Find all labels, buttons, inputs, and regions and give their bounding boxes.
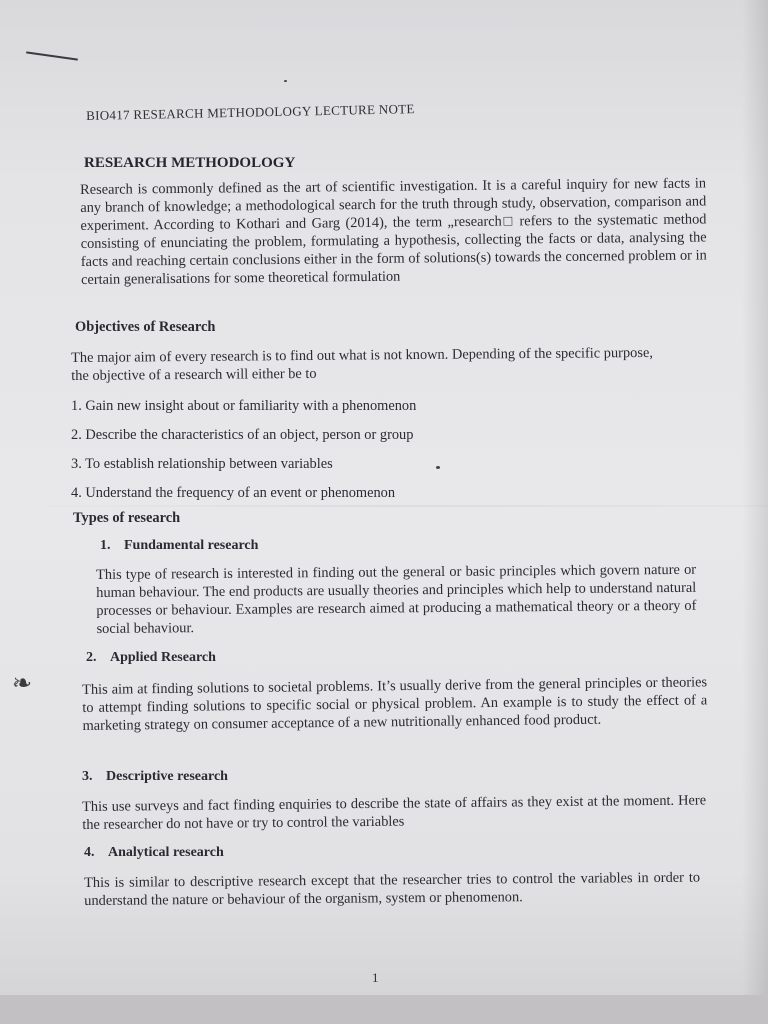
margin-scribble-icon: ❧ <box>12 671 33 697</box>
page-title: RESEARCH METHODOLOGY <box>84 155 296 171</box>
section-title: Descriptive research <box>106 769 228 784</box>
section-number: 4. <box>84 845 95 860</box>
objectives-paragraph: The major aim of every research is to find out what is not known. Depending of the specific purpose, the objective of a research will either be to <box>71 344 653 384</box>
ink-speck <box>436 466 440 469</box>
section-number: 1. <box>100 538 111 553</box>
section-title: Applied Research <box>110 650 216 665</box>
section-heading-analytical <box>84 845 224 861</box>
table-surface <box>0 995 768 1024</box>
objective-item: 4. Understand the frequency of an event or phenomenon <box>71 485 396 501</box>
objective-item: 3. To establish relationship between variables <box>71 456 333 472</box>
section-number: 3. <box>82 769 93 784</box>
section-title: Analytical research <box>108 845 224 860</box>
section-title: Fundamental research <box>124 538 259 553</box>
objective-item: 2. Describe the characteristics of an object, person or group <box>71 427 414 443</box>
descriptive-paragraph: This use surveys and fact finding enquiries to describe the state of affairs as they exist at the moment. Here the researcher do not have or try to control the variables <box>82 792 707 833</box>
pen-mark <box>26 51 78 60</box>
section-heading-descriptive <box>82 769 228 785</box>
objectives-heading: Objectives of Research <box>75 319 216 335</box>
analytical-paragraph: This is similar to descriptive research except that the researcher tries to control the variables in order to understand the nature or behaviour of the organism, system or phenomenon. <box>84 869 701 909</box>
course-title: BIO417 RESEARCH METHODOLOGY LECTURE NOTE <box>86 101 415 123</box>
fundamental-paragraph: This type of research is interested in finding out the general or basic principles which govern nature or human behaviour. The end products are usually theories and principles which help to understand natural processes or behaviour. Examples are research aimed at producing a mathematical theory or a theory of social behaviour. <box>96 561 697 637</box>
paper-shadow <box>742 0 768 1024</box>
types-heading: Types of research <box>73 510 181 526</box>
paper-fold-line <box>0 505 768 507</box>
section-number: 2. <box>86 650 97 665</box>
page-number: 1 <box>372 970 379 985</box>
section-heading-fundamental <box>100 538 258 554</box>
ink-speck <box>284 80 287 82</box>
applied-paragraph: This aim at finding solutions to societal problems. It’s usually derive from the general principles or theories to attempt finding solutions to specific social or physical problem. An example is to study the effect of a marketing strategy on consumer acceptance of a new nutritionally enhanced food product. <box>82 674 708 734</box>
objective-item: 1. Gain new insight about or familiarity with a phenomenon <box>71 398 417 414</box>
section-heading-applied <box>86 650 216 666</box>
intro-paragraph: Research is commonly defined as the art of scientific investigation. It is a careful inquiry for new facts in any branch of knowledge; a methodological search for the truth through study, observation, comparison and experiment. According to Kothari and Garg (2014), the term „research□ refers to the systematic method consisting of enunciating the problem, formulating a hypothesis, collecting the facts or data, analysing the facts and reaching certain conclusions either in the form of solutions(s) towards the concerned problem or in certain generalisations for some theoretical formulation <box>80 175 707 288</box>
